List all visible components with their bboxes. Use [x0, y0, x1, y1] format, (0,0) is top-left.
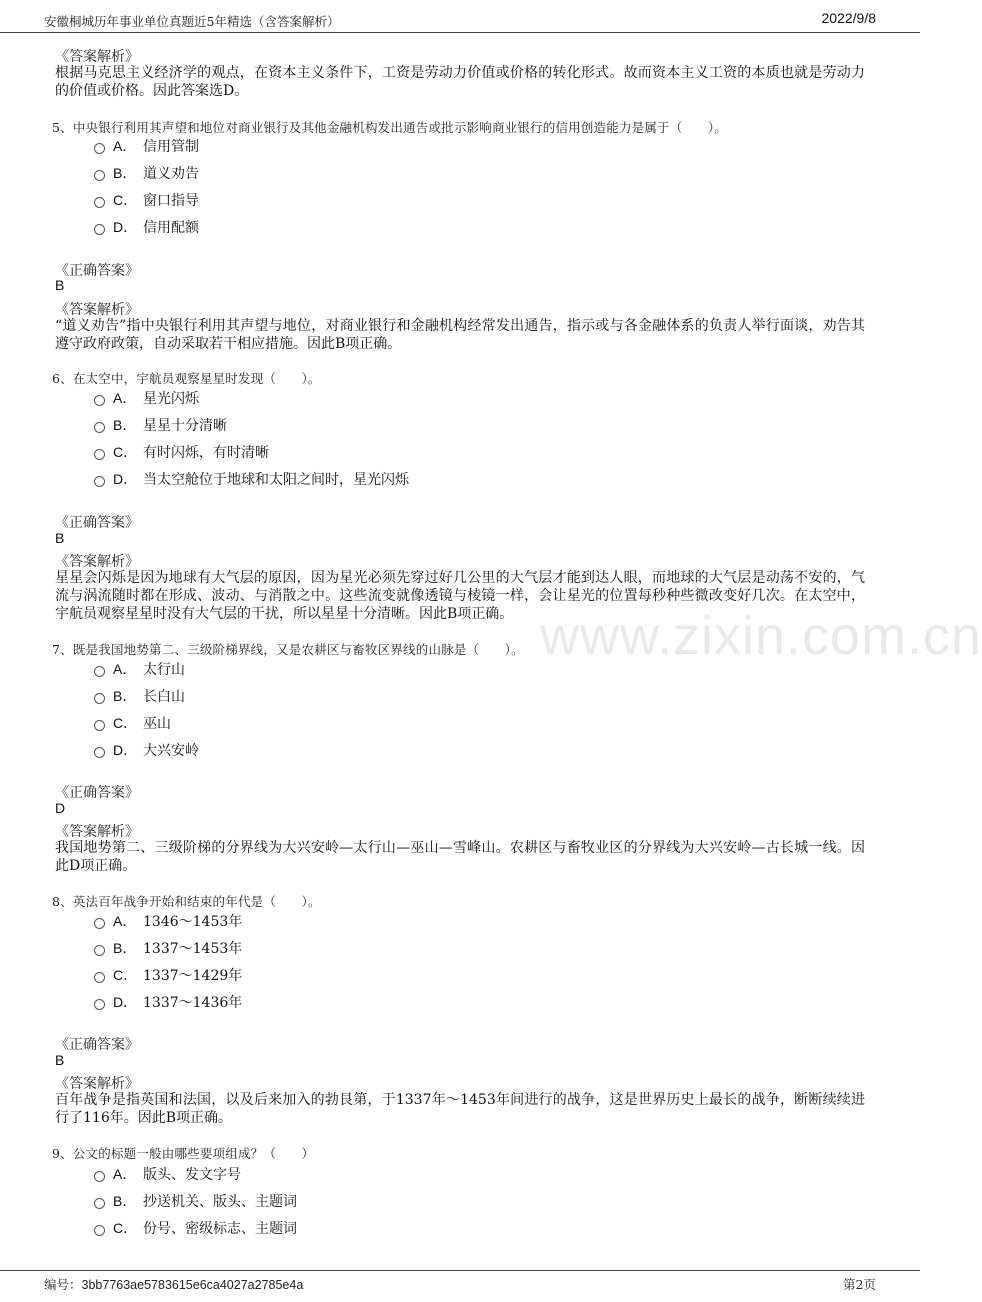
option-text: 星星十分清晰 — [143, 418, 227, 434]
radio-icon[interactable] — [94, 143, 105, 154]
answer-label: 《正确答案》 — [55, 263, 139, 279]
option-text: 太行山 — [143, 662, 185, 678]
radio-icon[interactable] — [94, 999, 105, 1010]
answer-value: B — [55, 277, 65, 293]
radio-icon[interactable] — [94, 666, 105, 677]
radio-icon[interactable] — [94, 449, 105, 460]
radio-icon[interactable] — [94, 918, 105, 929]
q7-option-c[interactable]: C． 巫山 — [94, 713, 171, 733]
analysis-text: 我国地势第二、三级阶梯的分界线为大兴安岭—太行山—巫山—雪峰山。农耕区与畜牧业区的分界线为大兴安岭—古长城一线。因此D项正确。 — [55, 840, 865, 874]
option-text: 1337～1436年 — [143, 995, 243, 1011]
analysis-text: 星星会闪烁是因为地球有大气层的原因，因为星光必须先穿过好几公里的大气层才能到达人眼，而地球的大气层是动荡不安的，气流与涡流随时都在形成、波动、与消散之中。这些流变就像透镜与棱镜一样，会让星光的位置每秒种些微改变好几次。在太空中，宇航员观察星星时没有大气层的干扰，所以星星十分清晰。因此B项正确。 — [55, 570, 865, 622]
option-text: 1337～1453年 — [143, 941, 243, 957]
option-text: 信用管制 — [143, 139, 199, 155]
option-text: 星光闪烁 — [143, 391, 199, 407]
option-text: 大兴安岭 — [143, 743, 199, 759]
answer-value: D — [55, 800, 66, 816]
analysis-label: 《答案解析》 — [55, 554, 139, 570]
analysis-text: 百年战争是指英国和法国，以及后来加入的勃艮第，于1337年～1453年间进行的战争，这是世界历史上最长的战争，断断续续进行了116年。因此B项正确。 — [55, 1092, 865, 1126]
radio-icon[interactable] — [94, 945, 105, 956]
question-5-text: 5、中央银行利用其声望和地位对商业银行及其他金融机构发出通告或批示影响商业银行的信用创造能力是属于（ ）。 — [52, 120, 728, 135]
q5-option-d[interactable]: D． 信用配额 — [94, 217, 199, 237]
question-9-text: 9、公文的标题一般由哪些要项组成？（ ） — [52, 1146, 315, 1161]
q6-option-b[interactable]: B． 星星十分清晰 — [94, 415, 227, 435]
question-8-text: 8、英法百年战争开始和结束的年代是（ ）。 — [52, 894, 321, 909]
q5-option-b[interactable]: B． 道义劝告 — [94, 163, 199, 183]
radio-icon[interactable] — [94, 422, 105, 433]
option-text: 当太空舱位于地球和太阳之间时，星光闪烁 — [143, 472, 409, 488]
q9-option-c[interactable]: C． 份号、密级标志、主题词 — [94, 1218, 297, 1238]
document-date: 2022/9/8 — [821, 10, 876, 26]
document-code-value: 3bb7763ae5783615e6ca4027a2785e4a — [81, 1278, 304, 1292]
answer-value: B — [55, 530, 65, 546]
radio-icon[interactable] — [94, 972, 105, 983]
q6-option-d[interactable]: D． 当太空舱位于地球和太阳之间时，星光闪烁 — [94, 469, 409, 489]
analysis-text: “道义劝告”指中央银行利用其声望与地位，对商业银行和金融机构经常发出通告，指示或与各金融体系的负责人举行面谈，劝告其遵守政府政策，自动采取若干相应措施。因此B项正确。 — [55, 318, 865, 352]
radio-icon[interactable] — [94, 693, 105, 704]
radio-icon[interactable] — [94, 170, 105, 181]
analysis-label: 《答案解析》 — [55, 49, 139, 65]
q7-option-d[interactable]: D． 大兴安岭 — [94, 740, 199, 760]
option-text: 信用配额 — [143, 220, 199, 236]
document-code-label: 编号： — [44, 1277, 82, 1292]
q7-option-a[interactable]: A． 太行山 — [94, 659, 185, 679]
answer-value: B — [55, 1052, 65, 1068]
radio-icon[interactable] — [94, 476, 105, 487]
analysis-label: 《答案解析》 — [55, 824, 139, 840]
page-header — [0, 10, 920, 33]
radio-icon[interactable] — [94, 224, 105, 235]
option-text: 有时闪烁，有时清晰 — [143, 445, 269, 461]
radio-icon[interactable] — [94, 197, 105, 208]
radio-icon[interactable] — [94, 747, 105, 758]
option-text: 道义劝告 — [143, 166, 199, 182]
document-code — [44, 1275, 303, 1293]
option-text: 长白山 — [143, 689, 185, 705]
q6-option-a[interactable]: A． 星光闪烁 — [94, 388, 199, 408]
option-text: 抄送机关、版头、主题词 — [143, 1194, 297, 1210]
watermark: www.zixin.com.cn — [540, 606, 982, 666]
q8-option-b[interactable]: B． 1337～1453年 — [94, 938, 242, 958]
answer-label: 《正确答案》 — [55, 785, 139, 801]
q7-option-b[interactable]: B． 长白山 — [94, 686, 185, 706]
radio-icon[interactable] — [94, 1198, 105, 1209]
q5-option-c[interactable]: C． 窗口指导 — [94, 190, 199, 210]
option-text: 巫山 — [143, 716, 171, 732]
document-title: 安徽桐城历年事业单位真题近5年精选（含答案解析） — [44, 14, 340, 29]
analysis-label: 《答案解析》 — [55, 1076, 139, 1092]
q8-option-a[interactable]: A． 1346～1453年 — [94, 911, 242, 931]
question-6-text: 6、在太空中，宇航员观察星星时发现（ ）。 — [52, 371, 321, 386]
q8-option-c[interactable]: C． 1337～1429年 — [94, 965, 242, 985]
radio-icon[interactable] — [94, 1171, 105, 1182]
option-text: 窗口指导 — [143, 193, 199, 209]
q6-option-c[interactable]: C． 有时闪烁，有时清晰 — [94, 442, 269, 462]
page-footer — [0, 1270, 920, 1292]
radio-icon[interactable] — [94, 395, 105, 406]
analysis-label: 《答案解析》 — [55, 302, 139, 318]
option-text: 份号、密级标志、主题词 — [143, 1221, 297, 1237]
radio-icon[interactable] — [94, 720, 105, 731]
option-text: 1346～1453年 — [143, 914, 243, 930]
q9-option-b[interactable]: B． 抄送机关、版头、主题词 — [94, 1191, 297, 1211]
question-7-text: 7、既是我国地势第二、三级阶梯界线，又是农耕区与畜牧区界线的山脉是（ ）。 — [52, 642, 524, 657]
analysis-text: 根据马克思主义经济学的观点，在资本主义条件下，工资是劳动力价值或价格的转化形式。故而资本主义工资的本质也就是劳动力的价值或价格。因此答案选D。 — [55, 65, 865, 99]
q9-option-a[interactable]: A． 版头、发文字号 — [94, 1164, 241, 1184]
q5-option-a[interactable]: A． 信用管制 — [94, 136, 199, 156]
answer-label: 《正确答案》 — [55, 515, 139, 531]
option-text: 1337～1429年 — [143, 968, 243, 984]
radio-icon[interactable] — [94, 1225, 105, 1236]
page-number: 第2页 — [843, 1277, 876, 1292]
answer-label: 《正确答案》 — [55, 1037, 139, 1053]
q8-option-d[interactable]: D． 1337～1436年 — [94, 992, 242, 1012]
option-text: 版头、发文字号 — [143, 1167, 241, 1183]
